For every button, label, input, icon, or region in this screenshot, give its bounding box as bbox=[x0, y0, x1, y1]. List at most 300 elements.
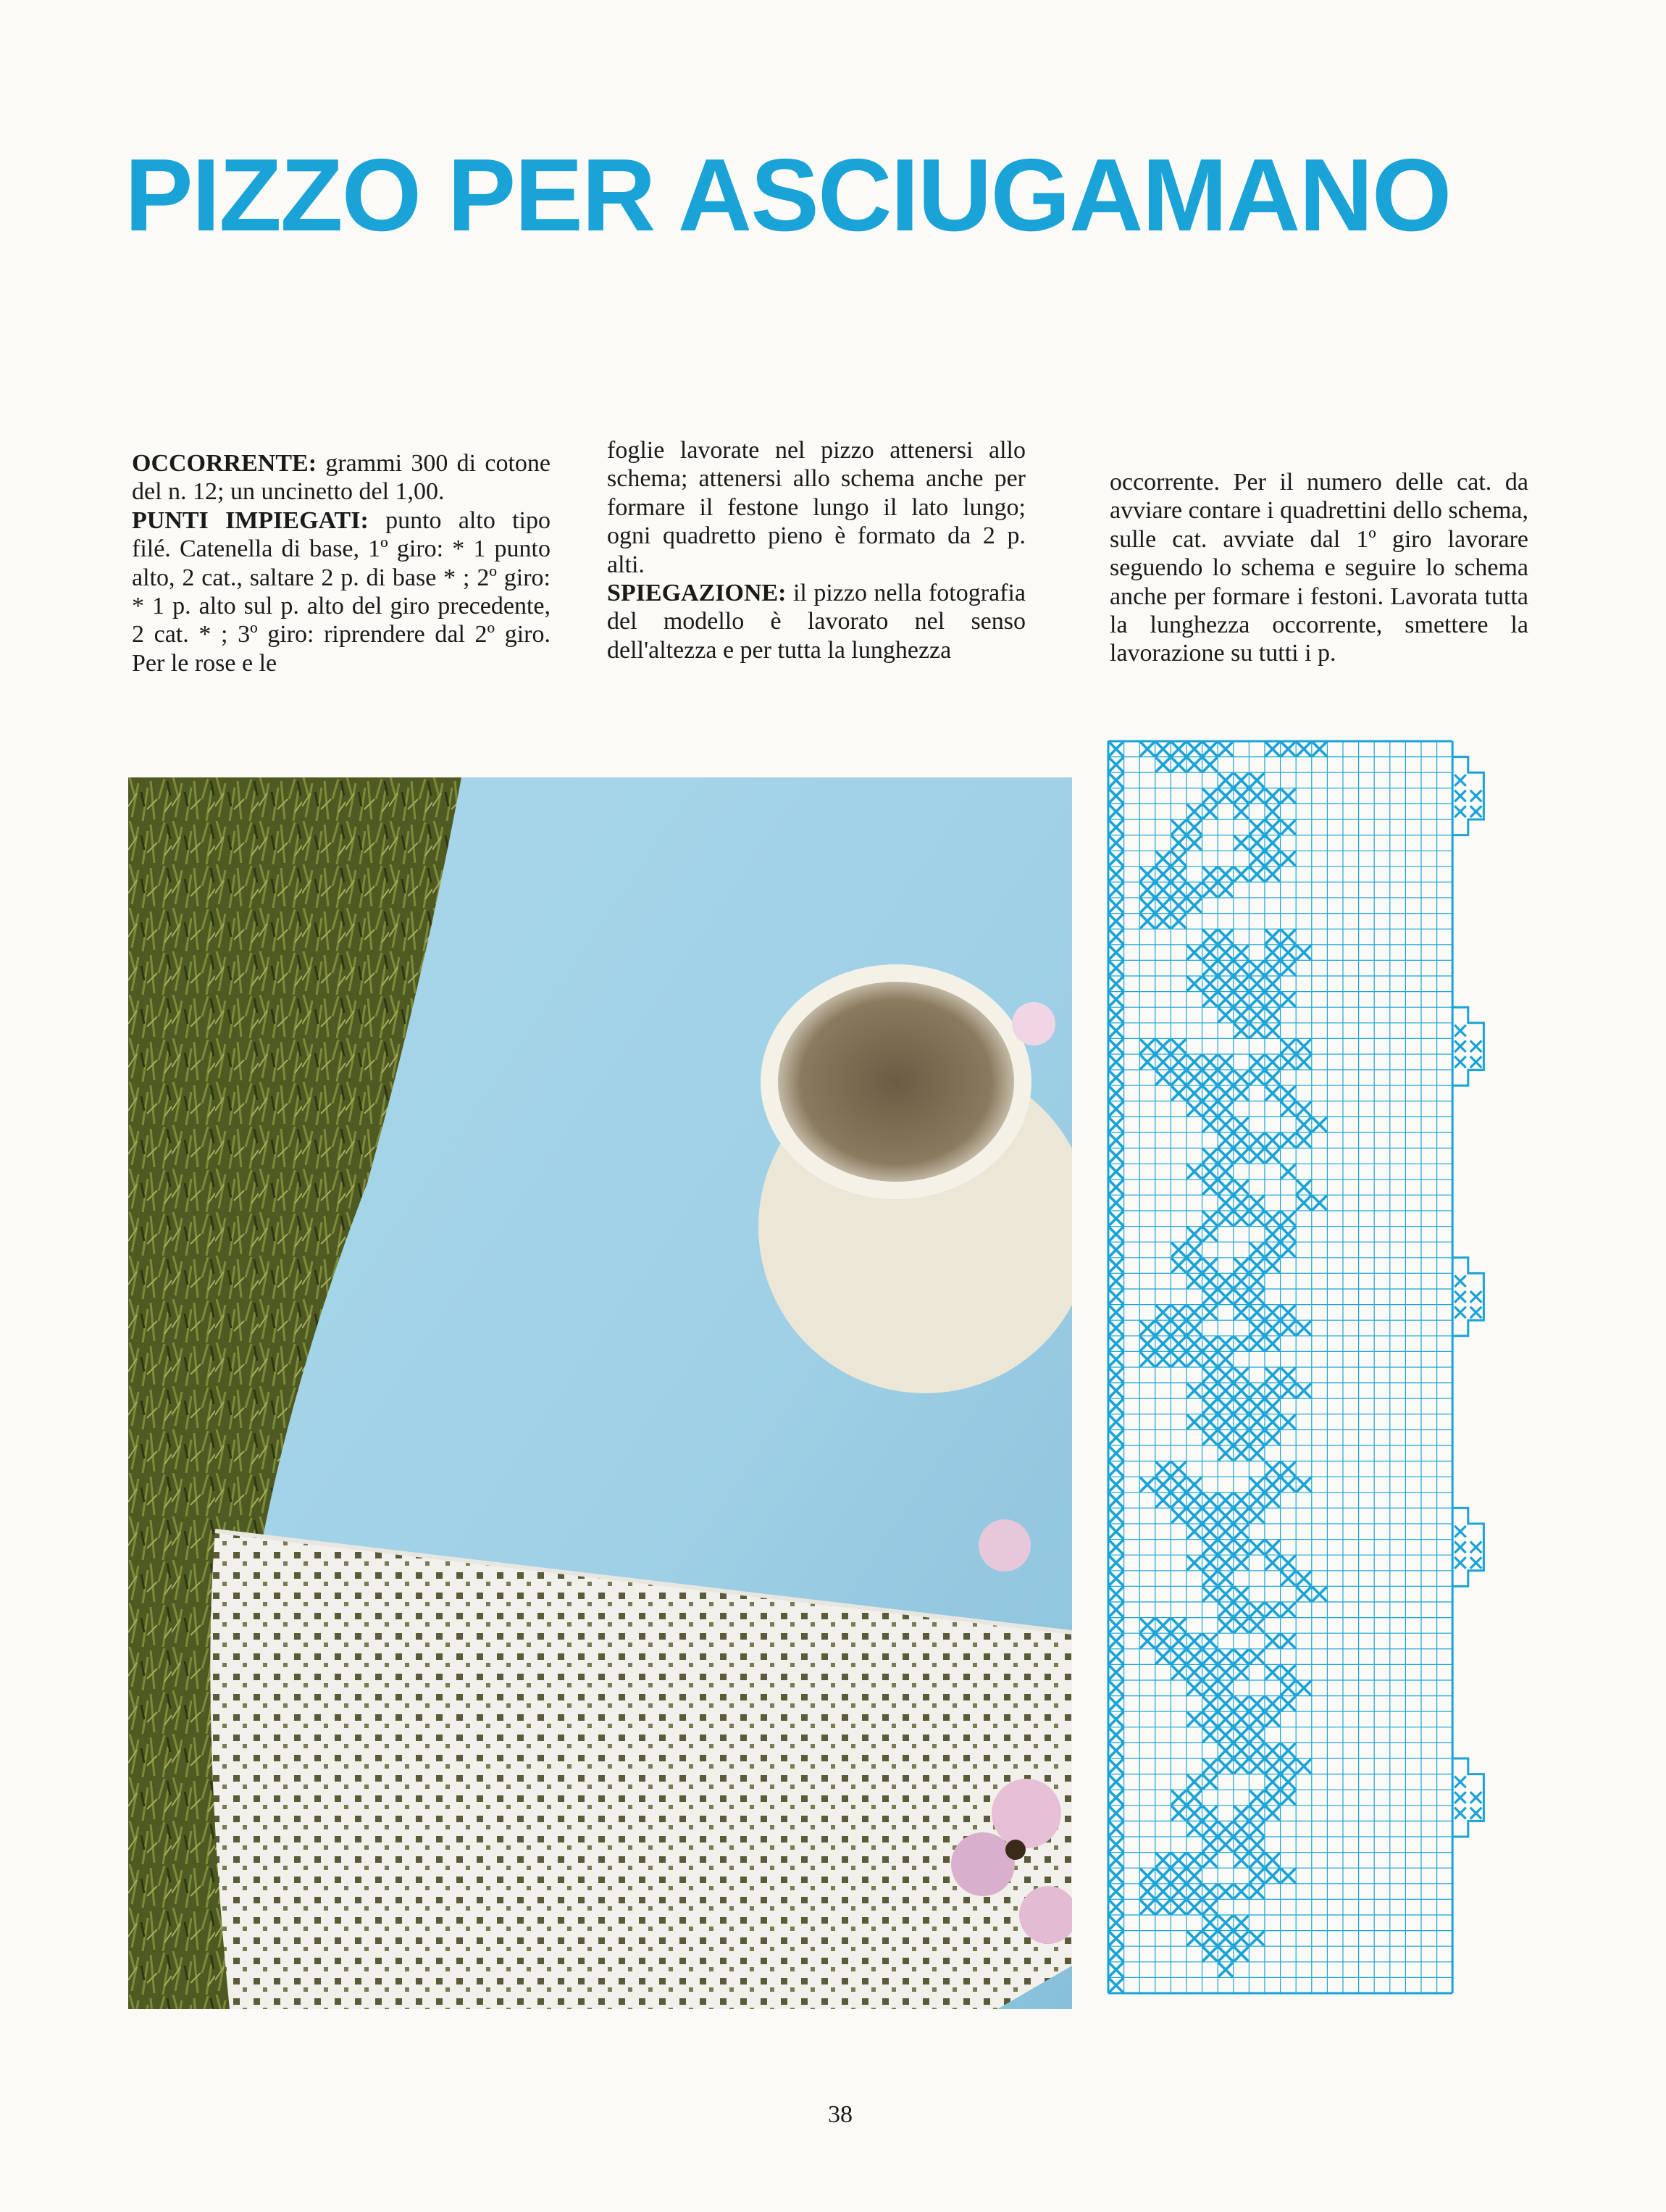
filled-cell bbox=[1172, 1869, 1185, 1882]
filled-cell bbox=[1250, 1009, 1263, 1022]
scallop-cross bbox=[1470, 1542, 1482, 1553]
filled-cell bbox=[1110, 837, 1123, 850]
filled-cell bbox=[1235, 1525, 1248, 1538]
filled-cell bbox=[1266, 1056, 1279, 1069]
heading-spiegazione: SPIEGAZIONE: bbox=[607, 580, 787, 607]
filled-cell bbox=[1219, 1369, 1232, 1382]
filled-cell bbox=[1266, 1337, 1279, 1351]
scallop bbox=[1452, 1007, 1483, 1085]
filled-cell bbox=[1172, 852, 1185, 865]
filled-cell bbox=[1188, 1416, 1201, 1429]
filled-cell bbox=[1157, 868, 1170, 881]
filled-cell bbox=[1266, 1385, 1279, 1398]
filled-cell bbox=[1110, 805, 1123, 818]
filled-cell bbox=[1266, 1603, 1279, 1616]
filled-cell bbox=[1282, 961, 1295, 974]
filled-cell bbox=[1266, 1009, 1279, 1022]
filled-cell bbox=[1204, 1525, 1217, 1538]
filled-cell bbox=[1110, 1682, 1123, 1695]
filled-cell bbox=[1157, 883, 1170, 896]
filled-cell bbox=[1188, 1228, 1201, 1241]
filled-cell bbox=[1266, 1635, 1279, 1648]
filled-cell bbox=[1110, 1103, 1123, 1116]
filled-cell bbox=[1110, 1306, 1123, 1319]
filled-cell bbox=[1188, 1900, 1201, 1913]
filled-cell bbox=[1110, 759, 1123, 772]
filled-cell bbox=[1282, 1666, 1295, 1679]
scallop-cross bbox=[1470, 790, 1482, 802]
filled-cell bbox=[1204, 1103, 1217, 1116]
filled-cell bbox=[1282, 1165, 1295, 1178]
filled-cell bbox=[1204, 1072, 1217, 1085]
filled-cell bbox=[1204, 1556, 1217, 1569]
filled-cell bbox=[1157, 1900, 1170, 1913]
filled-cell bbox=[1250, 1838, 1263, 1851]
filled-cell bbox=[1250, 852, 1263, 865]
filled-cell bbox=[1157, 899, 1170, 912]
filled-cell bbox=[1250, 1150, 1263, 1163]
filled-cell bbox=[1219, 1650, 1232, 1664]
scallop-cross bbox=[1454, 1777, 1466, 1788]
filled-cell bbox=[1219, 1744, 1232, 1757]
filled-cell bbox=[1235, 961, 1248, 974]
filled-cell bbox=[1110, 1196, 1123, 1209]
filled-cell bbox=[1282, 1760, 1295, 1773]
filled-cell bbox=[1110, 1243, 1123, 1256]
filled-cell bbox=[1297, 1682, 1310, 1695]
scallop bbox=[1452, 1758, 1483, 1837]
filled-cell bbox=[1204, 883, 1217, 896]
filled-cell bbox=[1219, 1337, 1232, 1351]
filled-cell bbox=[1235, 1666, 1248, 1679]
scallop-cross bbox=[1454, 1307, 1466, 1319]
text-continuation: foglie lavorate nel pizzo attenersi allo schema; attenersi allo schema anche per formare il festone lungo il lato lungo; ogni quadretto pieno è formato da 2 p. alti. bbox=[607, 437, 1026, 578]
filled-cell bbox=[1250, 1713, 1263, 1726]
filled-cell bbox=[1188, 883, 1201, 896]
filled-cell bbox=[1110, 1024, 1123, 1038]
filled-cell bbox=[1172, 1650, 1185, 1664]
filled-cell bbox=[1188, 1385, 1201, 1398]
filled-cell bbox=[1219, 1698, 1232, 1711]
filled-cell bbox=[1204, 1306, 1217, 1319]
filled-cell bbox=[1313, 1196, 1326, 1209]
filled-cell bbox=[1110, 1087, 1123, 1100]
filled-cell bbox=[1172, 1040, 1185, 1053]
filled-cell bbox=[1219, 1916, 1232, 1929]
filled-cell bbox=[1188, 837, 1201, 850]
filled-cell bbox=[1235, 1024, 1248, 1038]
filled-cell bbox=[1235, 1509, 1248, 1522]
filled-cell bbox=[1110, 852, 1123, 865]
filled-cell bbox=[1250, 1243, 1263, 1256]
filled-cell bbox=[1250, 1932, 1263, 1945]
filled-cell bbox=[1110, 1212, 1123, 1225]
filled-cell bbox=[1250, 1416, 1263, 1429]
filled-cell bbox=[1266, 852, 1279, 865]
filled-cell bbox=[1157, 915, 1170, 928]
filled-cell bbox=[1204, 1212, 1217, 1225]
filled-cell bbox=[1157, 1072, 1170, 1085]
filled-cell bbox=[1204, 759, 1217, 772]
filled-cell bbox=[1110, 1056, 1123, 1069]
filled-cell bbox=[1188, 1650, 1201, 1664]
filled-cell bbox=[1172, 915, 1185, 928]
filled-cell bbox=[1250, 1603, 1263, 1616]
filled-cell bbox=[1157, 1619, 1170, 1632]
filled-cell bbox=[1297, 743, 1310, 756]
filled-cell bbox=[1282, 946, 1295, 959]
filled-cell bbox=[1157, 759, 1170, 772]
filled-cell bbox=[1110, 1541, 1123, 1554]
filled-cell bbox=[1188, 1682, 1201, 1695]
filled-cell bbox=[1188, 1932, 1201, 1945]
filled-cell bbox=[1219, 1541, 1232, 1554]
filled-cell bbox=[1188, 1103, 1201, 1116]
filled-cell bbox=[1266, 977, 1279, 990]
scallop-cross bbox=[1454, 806, 1466, 817]
filled-cell bbox=[1297, 1134, 1310, 1147]
filled-cell bbox=[1188, 1713, 1201, 1726]
filled-cell bbox=[1188, 1243, 1201, 1256]
filled-cell bbox=[1157, 1635, 1170, 1648]
filled-cell bbox=[1188, 1525, 1201, 1538]
filled-cell bbox=[1204, 1916, 1217, 1929]
scallop-cross bbox=[1454, 1025, 1466, 1037]
filled-cell bbox=[1250, 1385, 1263, 1398]
filled-cell bbox=[1219, 1682, 1232, 1695]
filled-cell bbox=[1266, 1416, 1279, 1429]
filled-cell bbox=[1235, 993, 1248, 1006]
filled-cell bbox=[1219, 790, 1232, 803]
filled-cell bbox=[1219, 1290, 1232, 1303]
filled-cell bbox=[1297, 1056, 1310, 1069]
filled-cell bbox=[1235, 1822, 1248, 1835]
filled-cell bbox=[1266, 837, 1279, 850]
filled-cell bbox=[1204, 1666, 1217, 1679]
filled-cell bbox=[1110, 1274, 1123, 1287]
filled-cell bbox=[1172, 1509, 1185, 1522]
filled-cell bbox=[1204, 1635, 1217, 1648]
filled-cell bbox=[1235, 1713, 1248, 1726]
filled-cell bbox=[1219, 1072, 1232, 1085]
filled-cell bbox=[1141, 1869, 1154, 1882]
scallop-cross bbox=[1454, 790, 1466, 802]
filled-cell bbox=[1250, 868, 1263, 881]
filled-cell bbox=[1250, 1869, 1263, 1882]
filled-cell bbox=[1235, 1541, 1248, 1554]
filled-cell bbox=[1250, 1729, 1263, 1742]
filled-cell bbox=[1188, 1494, 1201, 1507]
filled-cell bbox=[1282, 1243, 1295, 1256]
filled-cell bbox=[1110, 1666, 1123, 1679]
filled-cell bbox=[1282, 1478, 1295, 1491]
filled-cell bbox=[1235, 1587, 1248, 1600]
filled-cell bbox=[1297, 1322, 1310, 1335]
filled-cell bbox=[1204, 1948, 1217, 1961]
filled-cell bbox=[1172, 759, 1185, 772]
filled-cell bbox=[1235, 1009, 1248, 1022]
filled-cell bbox=[1297, 1103, 1310, 1116]
filled-cell bbox=[1141, 883, 1154, 896]
filled-cell bbox=[1250, 1337, 1263, 1351]
filled-cell bbox=[1110, 977, 1123, 990]
filled-cell bbox=[1235, 1072, 1248, 1085]
text-column-1 bbox=[132, 449, 551, 677]
filled-cell bbox=[1235, 1196, 1248, 1209]
filled-cell bbox=[1172, 1791, 1185, 1804]
filled-cell bbox=[1110, 1729, 1123, 1742]
scallop-cross bbox=[1454, 775, 1466, 786]
filled-cell bbox=[1204, 1932, 1217, 1945]
scallop-cross bbox=[1454, 1557, 1466, 1569]
filled-cell bbox=[1219, 1885, 1232, 1898]
filled-cell bbox=[1219, 1274, 1232, 1287]
filled-cell bbox=[1250, 1072, 1263, 1085]
filled-cell bbox=[1250, 1509, 1263, 1522]
filled-cell bbox=[1235, 1181, 1248, 1194]
filled-cell bbox=[1282, 1556, 1295, 1569]
filled-cell bbox=[1157, 1306, 1170, 1319]
filled-cell bbox=[1172, 1807, 1185, 1820]
filled-cell bbox=[1266, 1854, 1279, 1867]
filled-cell bbox=[1188, 1776, 1201, 1789]
filled-cell bbox=[1235, 1619, 1248, 1632]
filled-cell bbox=[1235, 1212, 1248, 1225]
filled-cell bbox=[1157, 1337, 1170, 1351]
filled-cell bbox=[1110, 1760, 1123, 1773]
filled-cell bbox=[1266, 946, 1279, 959]
filled-cell bbox=[1172, 1072, 1185, 1085]
filled-cell bbox=[1110, 1838, 1123, 1851]
filled-cell bbox=[1204, 1729, 1217, 1742]
scallop-cross bbox=[1470, 1792, 1482, 1803]
filled-cell bbox=[1266, 1869, 1279, 1882]
filled-cell bbox=[1266, 1087, 1279, 1100]
filled-cell bbox=[1282, 1103, 1295, 1116]
filled-cell bbox=[1188, 759, 1201, 772]
filled-cell bbox=[1219, 1509, 1232, 1522]
filled-cell bbox=[1172, 1087, 1185, 1100]
filled-cell bbox=[1282, 1369, 1295, 1382]
filled-cell bbox=[1172, 883, 1185, 896]
filled-cell bbox=[1188, 1274, 1201, 1287]
filled-cell bbox=[1219, 977, 1232, 990]
filled-cell bbox=[1204, 1056, 1217, 1069]
filled-cell bbox=[1110, 1885, 1123, 1898]
filled-cell bbox=[1235, 1431, 1248, 1444]
filled-cell bbox=[1250, 1212, 1263, 1225]
filled-cell bbox=[1188, 1885, 1201, 1898]
filled-cell bbox=[1141, 1322, 1154, 1335]
filled-cell bbox=[1250, 1447, 1263, 1460]
filled-cell bbox=[1172, 1619, 1185, 1632]
scallop-cross bbox=[1470, 1557, 1482, 1569]
filled-cell bbox=[1188, 1165, 1201, 1178]
filled-cell bbox=[1188, 1337, 1201, 1351]
filled-cell bbox=[1266, 1556, 1279, 1569]
filled-cell bbox=[1266, 993, 1279, 1006]
filled-cell bbox=[1250, 1744, 1263, 1757]
filled-cell bbox=[1110, 1603, 1123, 1616]
filled-cell bbox=[1110, 1353, 1123, 1366]
filled-cell bbox=[1266, 1791, 1279, 1804]
filled-cell bbox=[1157, 1056, 1170, 1069]
filled-cell bbox=[1110, 1337, 1123, 1351]
filled-cell bbox=[1235, 1087, 1248, 1100]
filled-cell bbox=[1110, 1791, 1123, 1804]
towel-photo bbox=[128, 777, 1072, 2009]
filled-cell bbox=[1204, 1650, 1217, 1664]
filled-cell bbox=[1219, 1447, 1232, 1460]
filled-cell bbox=[1188, 946, 1201, 959]
filled-cell bbox=[1204, 1228, 1217, 1241]
filled-cell bbox=[1157, 1040, 1170, 1053]
filled-cell bbox=[1110, 1963, 1123, 1977]
filled-cell bbox=[1141, 743, 1154, 756]
filled-cell bbox=[1204, 1776, 1217, 1789]
filled-cell bbox=[1204, 930, 1217, 943]
scallop-cross bbox=[1454, 1526, 1466, 1537]
text-column-2 bbox=[607, 436, 1026, 664]
filled-cell bbox=[1266, 1134, 1279, 1147]
filled-cell bbox=[1204, 1807, 1217, 1820]
filled-cell bbox=[1204, 1885, 1217, 1898]
filled-cell bbox=[1266, 1212, 1279, 1225]
filled-cell bbox=[1297, 946, 1310, 959]
filled-cell bbox=[1110, 1134, 1123, 1147]
filled-cell bbox=[1266, 805, 1279, 818]
filled-cell bbox=[1172, 899, 1185, 912]
filled-cell bbox=[1235, 977, 1248, 990]
filet-chart bbox=[1101, 734, 1557, 2024]
filled-cell bbox=[1235, 1150, 1248, 1163]
filled-cell bbox=[1204, 1713, 1217, 1726]
filled-cell bbox=[1282, 821, 1295, 834]
filled-cell bbox=[1266, 930, 1279, 943]
filled-cell bbox=[1250, 1400, 1263, 1413]
filled-cell bbox=[1172, 1494, 1185, 1507]
filled-cell bbox=[1219, 930, 1232, 943]
filled-cell bbox=[1235, 1948, 1248, 1961]
filled-cell bbox=[1110, 1525, 1123, 1538]
filled-cell bbox=[1110, 868, 1123, 881]
filled-cell bbox=[1110, 1900, 1123, 1913]
filled-cell bbox=[1219, 1056, 1232, 1069]
filled-cell bbox=[1266, 1243, 1279, 1256]
filled-cell bbox=[1235, 1650, 1248, 1664]
text-occorrente: grammi 300 di cotone del n. 12; un uncinetto del 1,00. bbox=[132, 450, 551, 506]
filled-cell bbox=[1204, 1087, 1217, 1100]
filled-cell bbox=[1172, 1306, 1185, 1319]
filled-cell bbox=[1110, 946, 1123, 959]
filled-cell bbox=[1110, 1009, 1123, 1022]
filled-cell bbox=[1219, 1087, 1232, 1100]
filled-cell bbox=[1219, 1556, 1232, 1569]
filled-cell bbox=[1141, 1337, 1154, 1351]
filled-cell bbox=[1282, 1776, 1295, 1789]
filled-cell bbox=[1250, 1822, 1263, 1835]
filled-cell bbox=[1188, 743, 1201, 756]
filled-cell bbox=[1110, 1635, 1123, 1648]
filled-cell bbox=[1250, 1854, 1263, 1867]
filled-cell bbox=[1219, 774, 1232, 787]
filled-cell bbox=[1219, 1572, 1232, 1585]
filled-cell bbox=[1110, 1572, 1123, 1585]
filled-cell bbox=[1110, 1744, 1123, 1757]
filled-cell bbox=[1282, 1603, 1295, 1616]
filled-cell bbox=[1157, 1650, 1170, 1664]
filled-cell bbox=[1282, 1040, 1295, 1053]
filled-cell bbox=[1235, 1760, 1248, 1773]
page-number: 38 bbox=[828, 2101, 853, 2128]
filled-cell bbox=[1235, 1854, 1248, 1867]
filled-cell bbox=[1188, 1353, 1201, 1366]
filled-cell bbox=[1235, 946, 1248, 959]
filled-cell bbox=[1266, 1024, 1279, 1038]
filled-cell bbox=[1219, 1165, 1232, 1178]
filled-cell bbox=[1266, 1322, 1279, 1335]
filled-cell bbox=[1219, 743, 1232, 756]
filled-cell bbox=[1110, 1822, 1123, 1835]
filled-cell bbox=[1157, 743, 1170, 756]
filled-cell bbox=[1219, 1525, 1232, 1538]
filled-cell bbox=[1110, 1259, 1123, 1272]
filled-cell bbox=[1110, 1587, 1123, 1600]
filled-cell bbox=[1110, 1556, 1123, 1569]
filled-cell bbox=[1250, 837, 1263, 850]
filled-cell bbox=[1188, 899, 1201, 912]
filled-cell bbox=[1110, 1619, 1123, 1632]
filled-cell bbox=[1141, 1353, 1154, 1366]
filled-cell bbox=[1250, 993, 1263, 1006]
filled-cell bbox=[1235, 1698, 1248, 1711]
text-column-3 bbox=[1110, 468, 1528, 668]
filled-cell bbox=[1250, 1259, 1263, 1272]
filled-cell bbox=[1266, 1463, 1279, 1476]
filled-cell bbox=[1110, 1322, 1123, 1335]
filled-cell bbox=[1235, 1447, 1248, 1460]
filled-cell bbox=[1235, 1916, 1248, 1929]
filled-cell bbox=[1172, 1259, 1185, 1272]
filled-cell bbox=[1266, 821, 1279, 834]
filled-cell bbox=[1204, 1337, 1217, 1351]
filled-cell bbox=[1266, 1807, 1279, 1820]
filled-cell bbox=[1250, 961, 1263, 974]
filled-cell bbox=[1172, 1885, 1185, 1898]
filled-cell bbox=[1157, 1885, 1170, 1898]
filled-cell bbox=[1313, 1118, 1326, 1131]
filled-cell bbox=[1157, 1869, 1170, 1882]
filled-cell bbox=[1110, 993, 1123, 1006]
filled-cell bbox=[1250, 1760, 1263, 1773]
filled-cell bbox=[1110, 1385, 1123, 1398]
filled-cell bbox=[1204, 1165, 1217, 1178]
filled-cell bbox=[1172, 743, 1185, 756]
filled-cell bbox=[1188, 1072, 1201, 1085]
filled-cell bbox=[1188, 1259, 1201, 1272]
filled-cell bbox=[1172, 868, 1185, 881]
filled-cell bbox=[1219, 1713, 1232, 1726]
filled-cell bbox=[1188, 1306, 1201, 1319]
filled-cell bbox=[1172, 1900, 1185, 1913]
filled-cell bbox=[1110, 790, 1123, 803]
scallop-cross bbox=[1454, 1040, 1466, 1052]
filled-cell bbox=[1266, 1776, 1279, 1789]
filled-cell bbox=[1235, 1134, 1248, 1147]
filled-cell bbox=[1266, 790, 1279, 803]
filled-cell bbox=[1172, 1463, 1185, 1476]
filled-cell bbox=[1110, 1165, 1123, 1178]
